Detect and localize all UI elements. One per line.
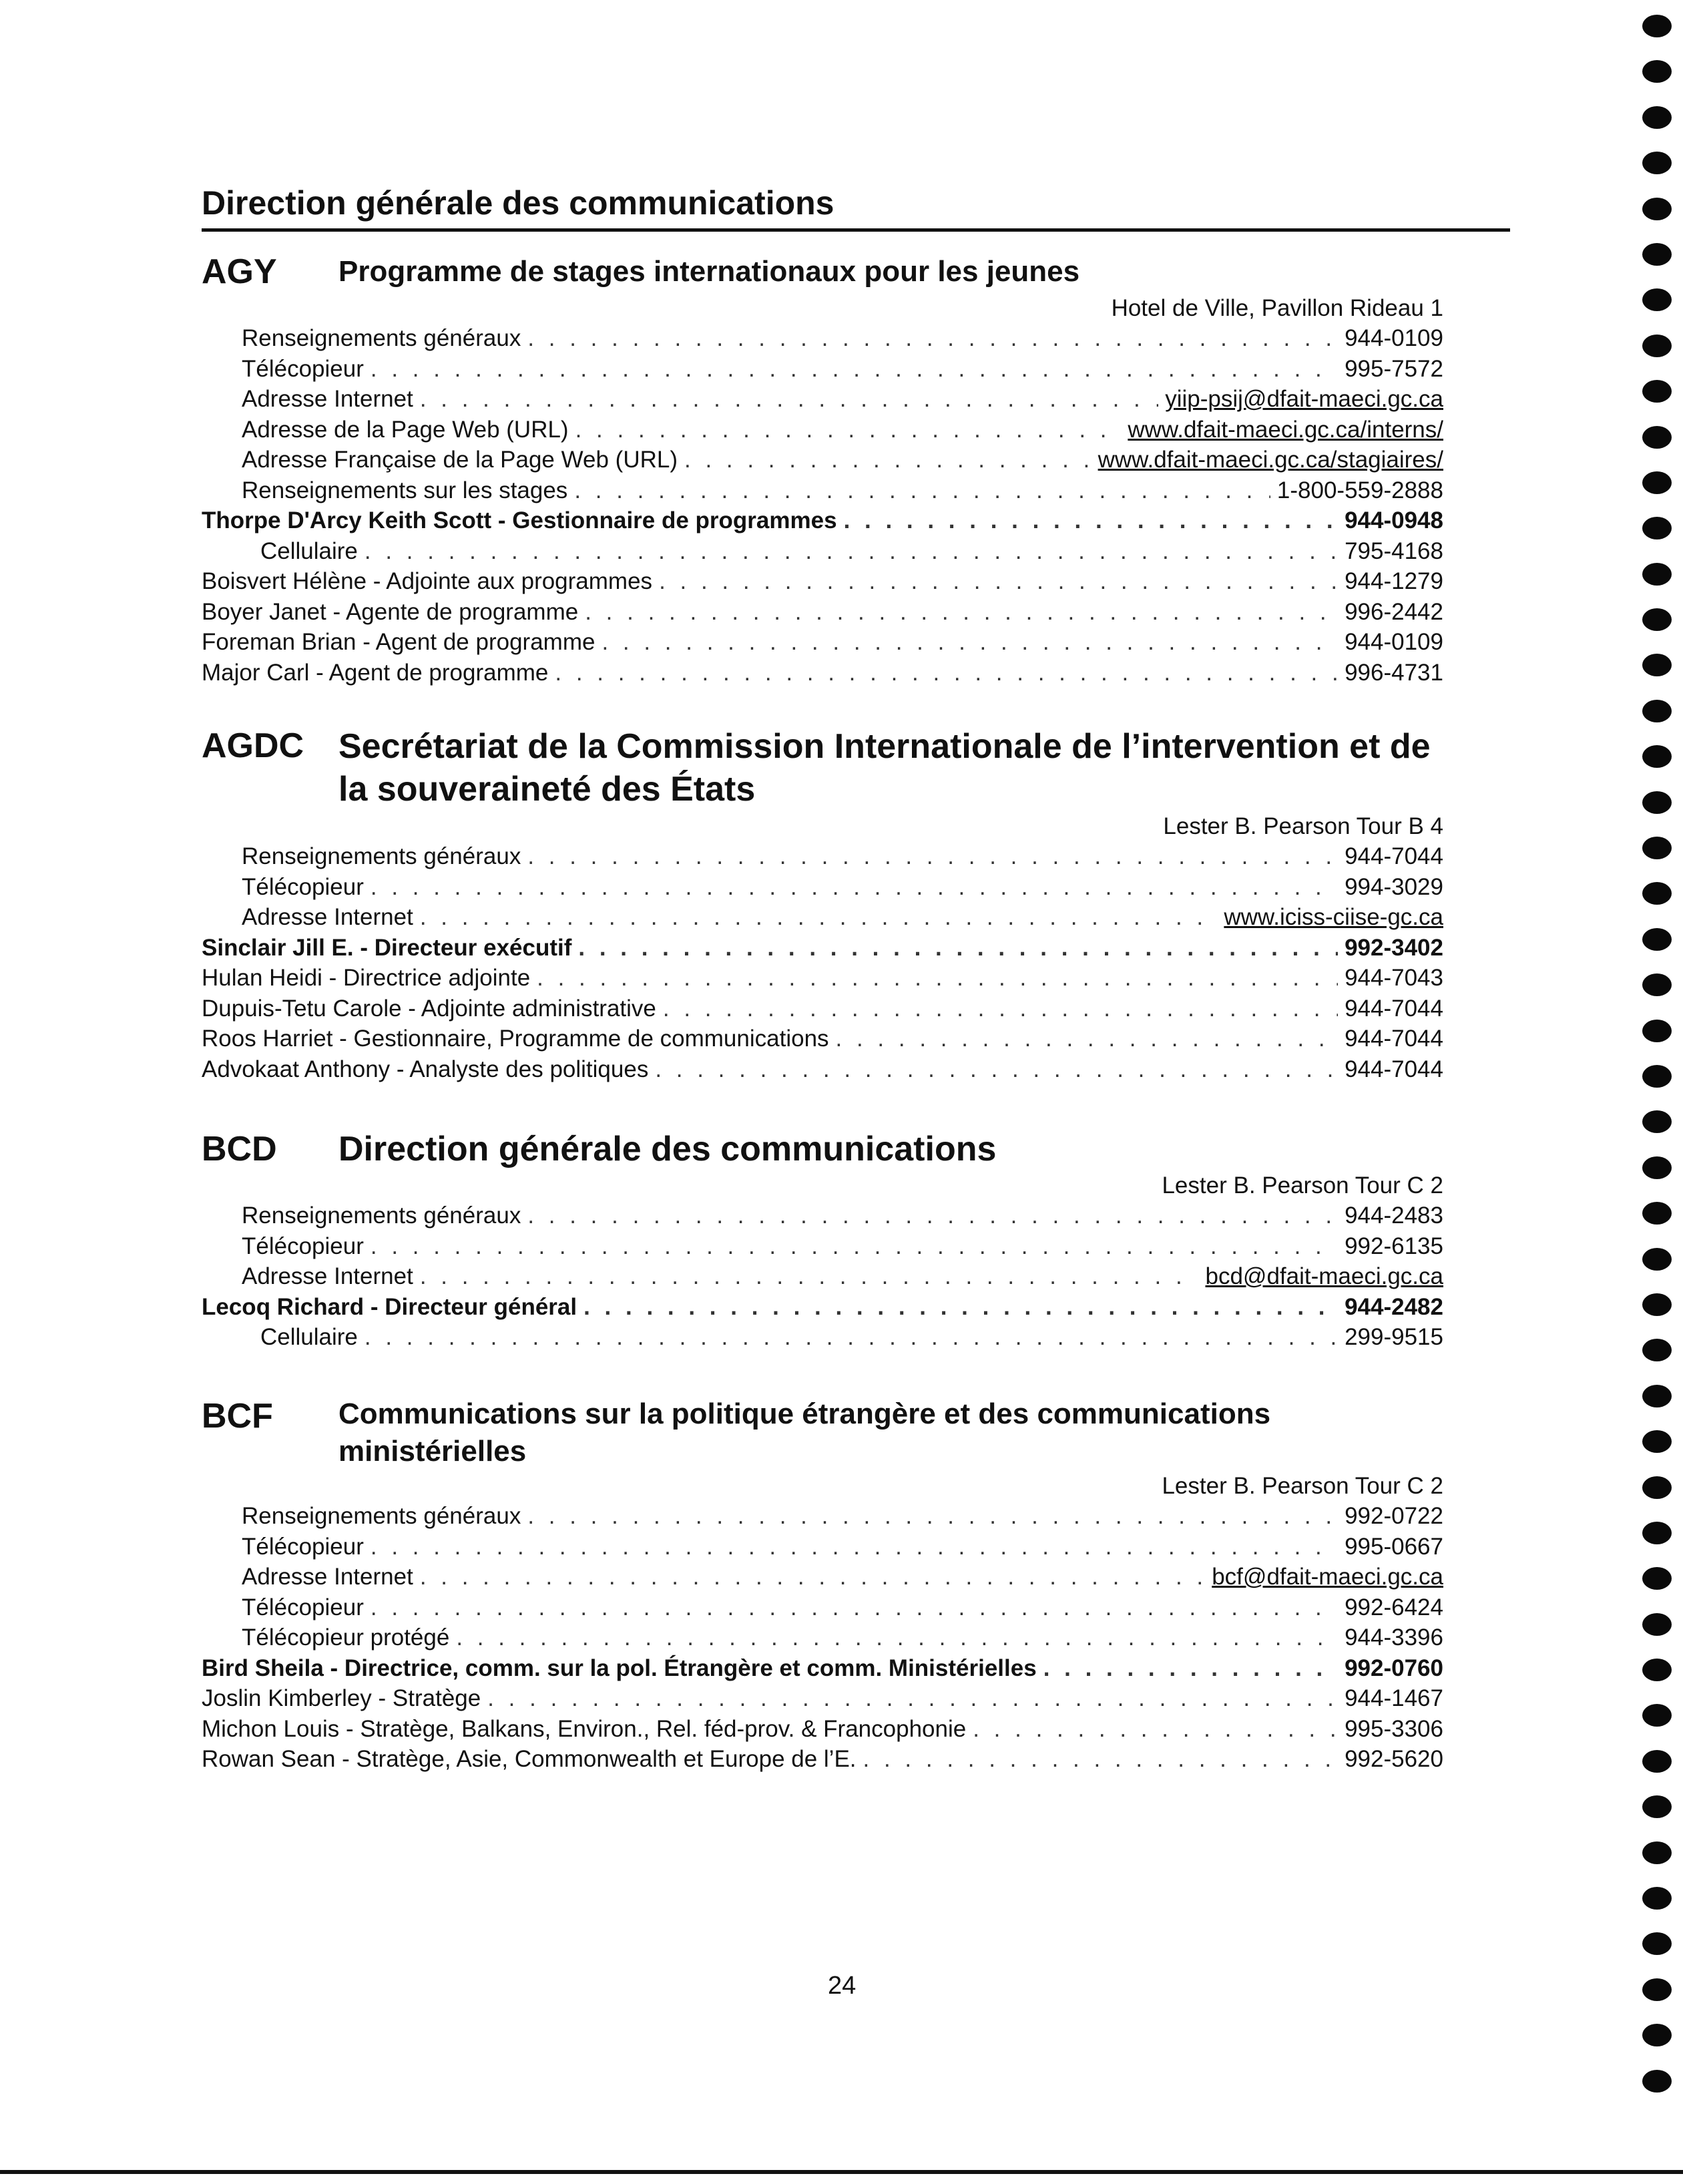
entry-label: Renseignements généraux [242,843,521,869]
entry-general-info [202,1200,1443,1231]
entry-label: Joslin Kimberley - Stratège [202,1685,481,1711]
binder-hole [1642,1978,1672,2001]
binder-hole [1642,791,1672,814]
leader-dots [487,1683,1338,1714]
binder-hole [1642,608,1672,631]
binder-hole [1642,15,1672,37]
section-code: BCD [202,1130,277,1168]
leader-dots [836,1024,1339,1054]
entry-phone: 944-7044 [1345,995,1443,1022]
section-code: AGY [202,252,277,291]
entry-label: Advokaat Anthony - Analyste des politiques [202,1056,649,1082]
binder-hole [1642,973,1672,996]
binder-hole [1642,335,1672,357]
binder-hole [1642,928,1672,951]
entry-label: Télécopieur protégé [242,1624,450,1651]
binder-hole [1642,1567,1672,1590]
entry-phone: 944-0109 [1345,325,1443,351]
section-title [338,251,1443,292]
entry-label: Adresse Internet [242,386,413,412]
section-header [202,1395,1443,1470]
section-code: AGDC [202,726,304,765]
entry-person [202,1744,1443,1775]
leader-dots [659,566,1338,597]
binder-hole [1642,1887,1672,1910]
entry-label: Télécopieur [242,1233,364,1259]
binder-hole [1642,198,1672,220]
entry-phone: 944-2483 [1345,1203,1443,1229]
entry-label: Cellulaire [260,537,358,564]
entry-general-info [202,1501,1443,1532]
entry-person [202,1714,1443,1745]
web-link[interactable]: www.dfait-maeci.gc.ca/interns/ [1128,416,1443,443]
entry-label: Boyer Janet - Agente de programme [202,598,579,625]
binder-hole [1642,1750,1672,1773]
entry-email [202,1562,1443,1592]
leader-dots [574,475,1270,506]
binder-hole [1642,1110,1672,1133]
section-title-line: ministérielles [338,1435,527,1468]
binder-hole [1642,563,1672,586]
section-code: BCF [202,1397,273,1436]
section-location: Lester B. Pearson Tour B 4 [1163,813,1443,839]
entry-person [202,1683,1443,1714]
section-title-line: Secrétariat de la Commission Internationale de l’intervention et de [338,727,1431,766]
entry-director [202,933,1443,963]
web-link[interactable]: www.dfait-maeci.gc.ca/stagiaires/ [1098,447,1443,473]
entry-phone: 944-0109 [1345,629,1443,655]
entry-person [202,627,1443,658]
entry-person [202,1024,1443,1054]
entry-phone: 992-0722 [1345,1503,1443,1529]
entry-phone: 1-800-559-2888 [1276,477,1443,503]
entry-phone: 995-3306 [1345,1715,1443,1742]
entry-web-url [202,415,1443,445]
section-location: Hotel de Ville, Pavillon Rideau 1 [1111,295,1443,321]
entry-email [202,384,1443,415]
binder-hole [1642,654,1672,676]
binder-hole [1642,745,1672,768]
entry-general-info [202,323,1443,354]
entry-label: Dupuis-Tetu Carole - Adjointe administrative [202,995,656,1022]
entry-label: Adresse Internet [242,904,413,930]
binder-hole [1642,1704,1672,1727]
entry-phone: 944-7044 [1345,1056,1443,1082]
binder-hole [1642,106,1672,129]
entry-web-url-fr [202,445,1443,475]
leader-dots [527,1501,1338,1532]
entry-phone: 992-5620 [1345,1746,1443,1772]
section-title [338,725,1443,811]
entry-email [202,1261,1443,1292]
section-agy [202,251,1443,688]
entry-person [202,566,1443,597]
entry-label: Rowan Sean - Stratège, Asie, Commonwealth et Europe de l’E. [202,1746,857,1772]
binder-hole [1642,1659,1672,1681]
bottom-rule [0,2170,1683,2174]
leader-dots [1043,1653,1338,1684]
entry-label: Hulan Heidi - Directrice adjointe [202,965,531,991]
email-link[interactable]: bcd@dfait-maeci.gc.ca [1205,1263,1443,1289]
entry-label: Adresse de la Page Web (URL) [242,416,569,443]
leader-dots [663,994,1338,1024]
entry-director [202,1653,1443,1684]
section-title-line: Direction générale des communications [338,1130,997,1168]
leader-dots [583,1292,1338,1323]
entry-phone: 944-3396 [1345,1624,1443,1651]
email-link[interactable]: bcf@dfait-maeci.gc.ca [1212,1564,1443,1590]
entry-phone: 795-4168 [1345,537,1443,564]
binder-hole [1642,60,1672,83]
entry-label: Adresse Internet [242,1263,413,1289]
binder-hole [1642,1156,1672,1179]
entry-label: Cellulaire [260,1324,358,1350]
entry-person [202,1054,1443,1085]
entry-list [202,323,1443,688]
leader-dots [371,1592,1338,1623]
entry-label: Bird Sheila - Directrice, comm. sur la pol. Étrangère et comm. Ministérielles [202,1655,1037,1681]
binder-hole [1642,1202,1672,1225]
entry-phone: 996-2442 [1345,598,1443,625]
binder-hole [1642,1020,1672,1042]
entry-cell [202,1322,1443,1353]
entry-phone: 944-7043 [1345,965,1443,991]
binder-hole [1642,1613,1672,1636]
binder-hole [1642,1932,1672,1955]
entry-phone: 992-6135 [1345,1233,1443,1259]
binder-hole [1642,700,1672,722]
binder-hole [1642,2024,1672,2046]
entry-phone: 299-9515 [1345,1324,1443,1350]
section-title [338,1395,1443,1470]
binder-hole [1642,837,1672,859]
entry-phone: 944-1467 [1345,1685,1443,1711]
binder-hole [1642,1522,1672,1544]
section-title-line: la souveraineté des États [338,770,756,809]
entry-label: Télécopieur [242,1594,364,1620]
entry-label: Thorpe D'Arcy Keith Scott - Gestionnaire de programmes [202,507,837,533]
entry-fax [202,1592,1443,1623]
entry-phone: 994-3029 [1345,873,1443,900]
web-link[interactable]: www.iciss-ciise-gc.ca [1224,904,1443,930]
entry-person [202,597,1443,628]
leader-dots [420,1562,1205,1592]
leader-dots [555,658,1338,688]
binder-holes [1642,15,1676,2115]
entry-list [202,841,1443,1084]
leader-dots [602,627,1338,658]
entry-phone: 995-0667 [1345,1533,1443,1560]
binder-hole [1642,1795,1672,1818]
leader-dots [575,415,1122,445]
leader-dots [420,384,1158,415]
entry-label: Renseignements sur les stages [242,477,568,503]
entry-web-url [202,902,1443,933]
entry-phone: 944-7044 [1345,843,1443,869]
entry-label: Lecoq Richard - Directeur général [202,1293,577,1320]
entry-label: Renseignements généraux [242,1203,521,1229]
entry-label: Télécopieur [242,873,364,900]
entry-phone: 944-1279 [1345,568,1443,594]
entry-phone: 992-6424 [1345,1594,1443,1620]
leader-dots [578,933,1338,963]
leader-dots [420,1261,1199,1292]
leader-dots [655,1054,1338,1085]
entry-label: Roos Harriet - Gestionnaire, Programme de communications [202,1026,829,1052]
binder-hole [1642,517,1672,539]
leader-dots [973,1714,1338,1745]
binder-hole [1642,426,1672,449]
entry-label: Télécopieur [242,355,364,382]
leader-dots [844,505,1339,536]
binder-hole [1642,1841,1672,1864]
section-header [202,725,1443,811]
email-link[interactable]: yiip-psij@dfait-maeci.gc.ca [1165,386,1443,412]
section-agdc [202,725,1443,1084]
entry-phone: 995-7572 [1345,355,1443,382]
binder-hole [1642,1248,1672,1271]
section-header [202,251,1443,292]
leader-dots [527,1200,1338,1231]
leader-dots [371,872,1338,903]
entry-person [202,963,1443,994]
entry-list [202,1501,1443,1775]
entry-label: Boisvert Hélène - Adjointe aux programmes [202,568,653,594]
binder-hole [1642,1339,1672,1361]
entry-label: Adresse Française de la Page Web (URL) [242,447,678,473]
leader-dots [527,841,1338,872]
entry-general-info [202,841,1443,872]
entry-label: Major Carl - Agent de programme [202,659,549,686]
leader-dots [420,902,1218,933]
section-title-line: Programme de stages internationaux pour les jeunes [338,255,1080,288]
entry-label: Renseignements généraux [242,325,521,351]
entry-label: Télécopieur [242,1533,364,1560]
entry-phone: 944-2482 [1345,1293,1443,1320]
binder-hole [1642,288,1672,311]
binder-hole [1642,1293,1672,1316]
section-title-line: Communications sur la politique étrangère et des communications [338,1397,1271,1430]
entry-person [202,994,1443,1024]
section-bcd [202,1128,1443,1353]
entry-internship-info [202,475,1443,506]
entry-label: Renseignements généraux [242,1503,521,1529]
entry-label: Foreman Brian - Agent de programme [202,629,595,655]
entry-phone: 996-4731 [1345,659,1443,686]
entry-fax [202,1532,1443,1562]
leader-dots [371,354,1338,385]
entry-label: Sinclair Jill E. - Directeur exécutif [202,934,572,961]
leader-dots [537,963,1338,994]
entry-fax [202,1231,1443,1262]
binder-hole [1642,471,1672,494]
binder-hole [1642,1430,1672,1453]
section-bcf [202,1395,1443,1775]
leader-dots [684,445,1092,475]
binder-hole [1642,1476,1672,1499]
leader-dots [371,1231,1338,1262]
binder-hole [1642,1065,1672,1088]
binder-hole [1642,380,1672,403]
entry-phone: 992-0760 [1345,1655,1443,1681]
binder-hole [1642,2070,1672,2093]
binder-hole [1642,1385,1672,1407]
entry-phone: 944-0948 [1345,507,1443,533]
entry-phone: 944-7044 [1345,1026,1443,1052]
entry-fax [202,354,1443,385]
entry-label: Michon Louis - Stratège, Balkans, Environ., Rel. féd-prov. & Francophonie [202,1715,967,1742]
section-location: Lester B. Pearson Tour C 2 [1162,1172,1443,1198]
leader-dots [527,323,1338,354]
entry-list [202,1200,1443,1353]
binder-hole [1642,243,1672,266]
leader-dots [365,1322,1338,1353]
entry-cell [202,536,1443,567]
section-title [338,1128,1443,1170]
page-title: Direction générale des communications [202,179,1510,232]
section-header [202,1128,1443,1170]
leader-dots [863,1744,1339,1775]
leader-dots [365,536,1338,567]
entry-fax [202,872,1443,903]
entry-director [202,1292,1443,1323]
entry-person [202,658,1443,688]
binder-hole [1642,882,1672,905]
leader-dots [456,1622,1338,1653]
entry-phone: 992-3402 [1345,934,1443,961]
leader-dots [585,597,1338,628]
binder-hole [1642,152,1672,174]
page-number: 24 [828,1972,857,2000]
section-location: Lester B. Pearson Tour C 2 [1162,1473,1443,1499]
leader-dots [371,1532,1338,1562]
entry-label: Adresse Internet [242,1564,413,1590]
entry-secure-fax [202,1622,1443,1653]
entry-manager [202,505,1443,536]
